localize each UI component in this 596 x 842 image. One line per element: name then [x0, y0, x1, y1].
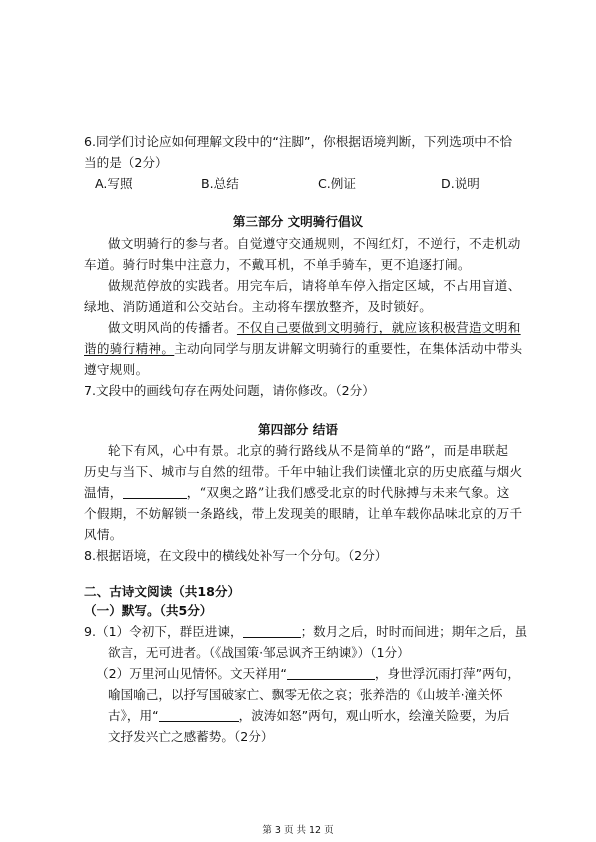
- q6-line-1: 6.同学们讨论应如何理解文段中的“注脚”，你根据语境判断，下列选项中不恰: [84, 134, 513, 149]
- part4-line-3: [84, 485, 510, 501]
- q9-l5-end: ，波涛如怒”两句，观山听水，绘潼关险要，为后: [238, 708, 510, 723]
- part3-p3-lead: 做文明风尚的传播者。: [108, 320, 237, 335]
- fill-blank-q9-1: [243, 625, 301, 638]
- part3-p3-line-3: 遵守规则。: [84, 362, 149, 377]
- fill-blank-q9-2: [287, 667, 375, 680]
- part4-line-5: 风情。: [84, 527, 123, 542]
- q6-option-c: C.例证: [318, 176, 356, 191]
- q9-l3-end: ，身世浮沉雨打萍”两句，: [374, 666, 520, 681]
- part4-line-1: 轮下有风，心中有景。北京的骑行路线从不是简单的“路”，而是串联起: [108, 443, 509, 458]
- part4-title: 第四部分 结语: [258, 422, 338, 437]
- q9-l1-start: 9.（1）令初下，群臣进谏，: [84, 624, 243, 639]
- q6-line-2: 当的是（2分）: [84, 155, 168, 170]
- q7-text: 7.文段中的画线句存在两处问题，请你修改。（2分）: [84, 383, 375, 398]
- part4-line-3-end: ，“双奥之路”让我们感受北京的时代脉搏与未来气象。这: [186, 485, 510, 500]
- underlined-sentence-part-1: 不仅自己要做到文明骑行，就应该积极营造文明和: [236, 320, 521, 335]
- part3-p3-tail: 主动向同学与朋友讲解文明骑行的重要性，在集体活动中带头: [174, 341, 523, 356]
- section2-sub1: （一）默写。（共5分）: [84, 603, 213, 618]
- part3-p1-line-1: 做文明骑行的参与者。自觉遵守交通规则，不闯红灯，不逆行，不走机动: [108, 236, 521, 251]
- part3-p3-line-2: [84, 341, 522, 357]
- q9-l5-start: 古》，用“: [108, 708, 159, 723]
- q9-line-2: 欲言，无可进者。（《战国策·邹忌讽齐王纳谏》）（1分）: [108, 645, 410, 660]
- part4-line-2: 历史与当下、城市与自然的纽带。千年中轴让我们读懂北京的历史底蕴与烟火: [84, 464, 523, 479]
- part4-line-4: 个假期，不妨解锁一条路线，带上发现美的眼睛，让单车载你品味北京的万千: [84, 506, 523, 521]
- part3-p3-line-1: [108, 320, 521, 336]
- underlined-sentence-part-2: 谐的骑行精神。: [84, 341, 175, 356]
- section2-title: 二、古诗文阅读（共18分）: [84, 584, 241, 599]
- q9-line-1: [84, 624, 527, 640]
- part3-p2-line-2: 绿地、消防通道和公交站台。主动将车摆放整齐，及时锁好。: [84, 299, 433, 314]
- q9-line-6: 文抒发兴亡之感蓄势。（2分）: [108, 729, 274, 744]
- q9-line-3: [96, 666, 520, 682]
- part3-p2-line-1: 做规范停放的实践者。用完车后，请将单车停入指定区域，不占用盲道、: [108, 278, 521, 293]
- q9-line-5: [108, 708, 510, 724]
- part3-p1-line-2: 车道。骑行时集中注意力，不戴耳机，不单手骑车，更不追逐打闹。: [84, 257, 471, 272]
- q8-text: 8.根据语境，在文段中的横线处补写一个分句。（2分）: [84, 548, 388, 563]
- fill-blank-q8: [123, 486, 187, 499]
- q9-l1-end: ；数月之后，时时而间进；期年之后，虽: [300, 624, 528, 639]
- q6-option-b: B.总结: [201, 176, 239, 191]
- q6-option-d: D.说明: [441, 176, 480, 191]
- page-footer: 第 3 页 共 12 页: [262, 825, 334, 836]
- part4-line-3-start: 温情，: [84, 485, 123, 500]
- q9-l3-start: （2）万里河山见情怀。文天祥用“: [96, 666, 287, 681]
- part3-title: 第三部分 文明骑行倡议: [232, 214, 364, 229]
- q9-line-4: 喻国喻己，以抒写国破家亡、飘零无依之哀；张养浩的《山坡羊·潼关怀: [108, 687, 503, 702]
- fill-blank-q9-3: [159, 709, 239, 722]
- q6-option-a: A.写照: [95, 176, 133, 191]
